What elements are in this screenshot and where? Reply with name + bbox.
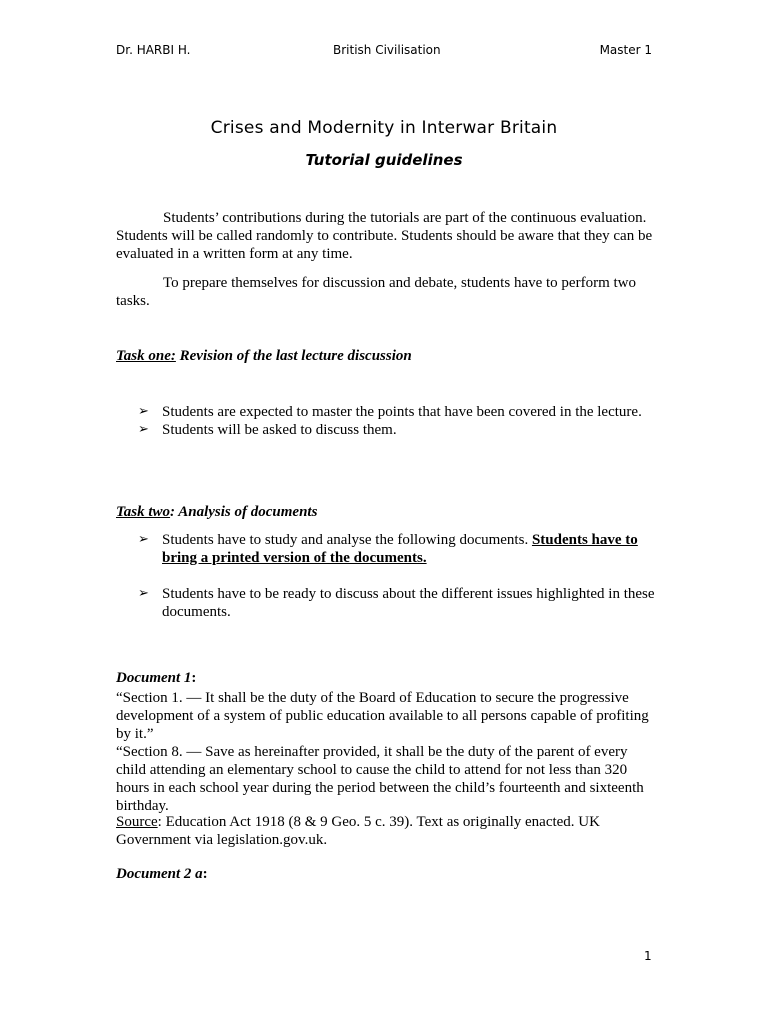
task-two-bullet-2: Students have to be ready to discuss about the different issues highlighted in these documents. — [162, 586, 655, 620]
intro-text-2: To prepare themselves for discussion and debate, students have to perform two tasks. — [116, 275, 636, 309]
document-1-heading: Document 1: — [116, 670, 197, 686]
arrowhead-bullet-icon: ➢ — [138, 586, 149, 601]
page-title: Crises and Modernity in Interwar Britain — [210, 118, 558, 138]
document-2a-heading: Document 2 a: — [116, 866, 208, 882]
intro-paragraph-2 — [116, 274, 656, 310]
list-item — [116, 403, 656, 421]
header-course: British Civilisation — [333, 43, 441, 57]
document-1-section-8 — [116, 743, 656, 815]
document-1-section-1 — [116, 689, 656, 743]
task-two-heading — [116, 503, 656, 521]
task-two-list-1 — [116, 531, 656, 567]
header-author: Dr. HARBI H. — [116, 43, 191, 57]
task-one-bullet-1: Students are expected to master the points that have been covered in the lecture. — [162, 404, 642, 420]
document-1-section-8-text: “Section 8. — Save as hereinafter provided, it shall be the duty of the parent of every child attending an elementary school to cause the child to attend for not less than 320 hours in each school year during the period between the child’s fourteenth and sixteenth birthday. — [116, 744, 644, 814]
document-1-source — [116, 813, 656, 849]
page-header — [116, 43, 652, 61]
document-1-section-1-text: “Section 1. — It shall be the duty of the Board of Education to secure the progressive development of a system of public education available to all persons capable of profiting by it.” — [116, 690, 649, 742]
document-1-source-text: : Education Act 1918 (8 & 9 Geo. 5 c. 39). Text as originally enacted. UK Government via legislation.gov.uk. — [116, 814, 600, 848]
task-two-bullet-1-text: Students have to study and analyse the following documents. — [162, 532, 532, 548]
task-two-label: Task two — [116, 504, 171, 520]
list-item — [116, 585, 656, 621]
list-item — [116, 531, 656, 567]
page-number: 1 — [644, 949, 652, 963]
task-one-label: Task one: — [116, 348, 176, 364]
document-2a-label: Document 2 a — [116, 866, 203, 882]
task-two-bullet-1-emphasis: Students have to bring a printed version of the documents. — [162, 532, 638, 566]
task-one-title: Revision of the last lecture discussion — [175, 348, 412, 364]
header-level: Master 1 — [599, 43, 652, 57]
task-one-bullet-2: Students will be asked to discuss them. — [162, 422, 397, 438]
task-one-heading — [116, 347, 656, 365]
arrowhead-bullet-icon: ➢ — [138, 422, 149, 437]
task-two-title: : Analysis of documents — [170, 504, 318, 520]
task-one-list — [116, 403, 656, 439]
document-1-label: Document 1 — [116, 670, 192, 686]
page-subtitle: Tutorial guidelines — [305, 151, 463, 169]
list-item — [116, 421, 656, 439]
arrowhead-bullet-icon: ➢ — [138, 532, 149, 547]
arrowhead-bullet-icon: ➢ — [138, 404, 149, 419]
intro-paragraph-1 — [116, 209, 656, 263]
document-1-source-label: Source — [116, 814, 158, 830]
task-two-list-2 — [116, 585, 656, 621]
intro-text-1: Students’ contributions during the tutorials are part of the continuous evaluation. Students will be called randomly to contribute. Students should be aware that they can be evaluated in a written form at any time. — [116, 210, 653, 262]
